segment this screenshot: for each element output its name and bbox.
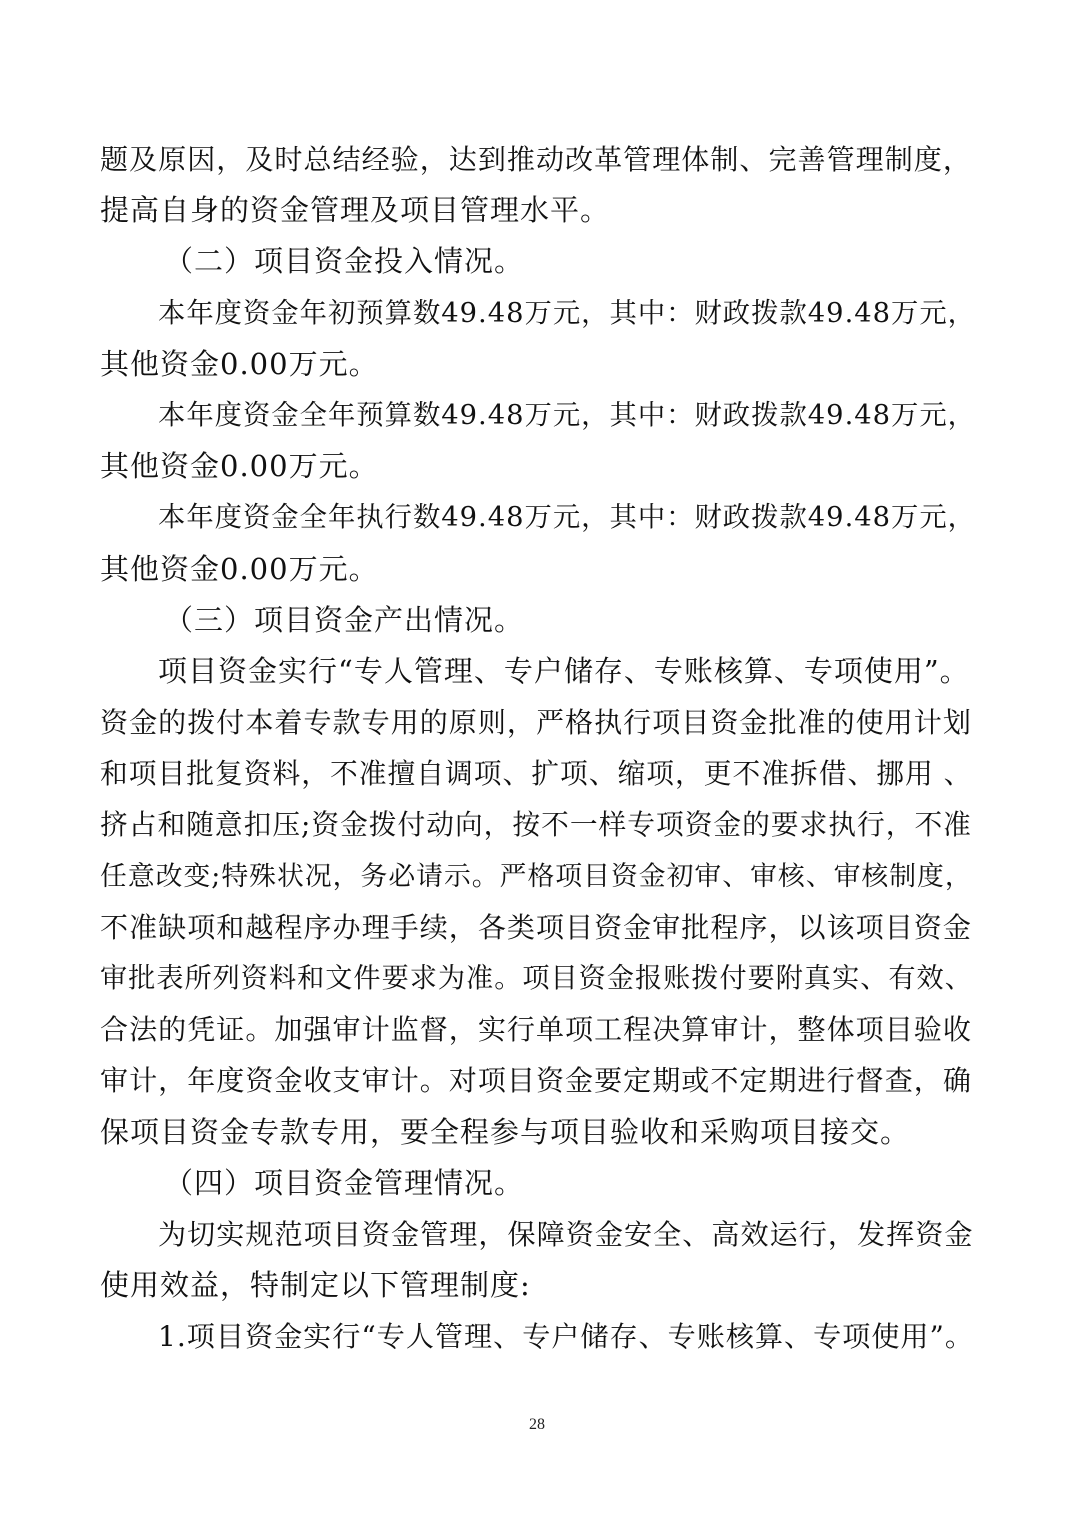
text-line: 审批表所列资料和文件要求为准。项目资金报账拨付要附真实、有效、	[100, 963, 973, 994]
text-line: 其他资金0.00万元。	[100, 551, 379, 586]
text-line: 为切实规范项目资金管理，保障资金安全、高效运行，发挥资金	[158, 1217, 974, 1251]
text-line: 提高自身的资金管理及项目管理水平。	[100, 193, 611, 228]
text-line: 使用效益，特制定以下管理制度:	[100, 1268, 531, 1303]
text-line: 和项目批复资料，不准擅自调项、扩项、缩项，更不准拆借、挪用 、	[100, 757, 973, 791]
text-line: 保项目资金专款专用，要全程参与项目验收和采购项目接交。	[100, 1114, 911, 1149]
text-line: 本年度资金年初预算数49.48万元，其中：财政拨款49.48万元，	[158, 297, 977, 329]
text-line: 合法的凭证。加强审计监督，实行单项工程决算审计，整体项目验收	[100, 1013, 972, 1047]
document-body	[100, 134, 980, 1363]
text-line: 不准缺项和越程序办理手续，各类项目资金审批程序，以该项目资金	[100, 910, 972, 944]
text-line: 其他资金0.00万元。	[100, 449, 379, 484]
section-heading: （三）项目资金产出情况。	[164, 602, 525, 637]
text-line: 本年度资金全年预算数49.48万元，其中：财政拨款49.48万元，	[158, 399, 977, 431]
text-line: 资金的拨付本着专款专用的原则，严格执行项目资金批准的使用计划	[100, 706, 972, 740]
text-line: 1.项目资金实行“专人管理、专户储存、专账核算、专项使用”。	[158, 1320, 974, 1354]
text-line: 项目资金实行“专人管理、专户储存、专账核算、专项使用”。	[158, 653, 970, 688]
section-heading: （四）项目资金管理情况。	[164, 1165, 525, 1200]
section-heading: （二）项目资金投入情况。	[164, 244, 525, 279]
text-line: 任意改变;特殊状况，务必请示。严格项目资金初审、审核、审核制度，	[100, 860, 973, 892]
text-line: 其他资金0.00万元。	[100, 346, 379, 381]
text-line: 挤占和随意扣压;资金拨付动向，按不一样专项资金的要求执行，不准	[100, 808, 972, 842]
text-line: 本年度资金全年执行数49.48万元，其中：财政拨款49.48万元，	[158, 502, 977, 534]
text-line: 题及原因，及时总结经验，达到推动改革管理体制、完善管理制度，	[100, 143, 972, 176]
text-line: 审计，年度资金收支审计。对项目资金要定期或不定期进行督查，确	[100, 1064, 972, 1098]
page-number: 28	[529, 1416, 545, 1433]
